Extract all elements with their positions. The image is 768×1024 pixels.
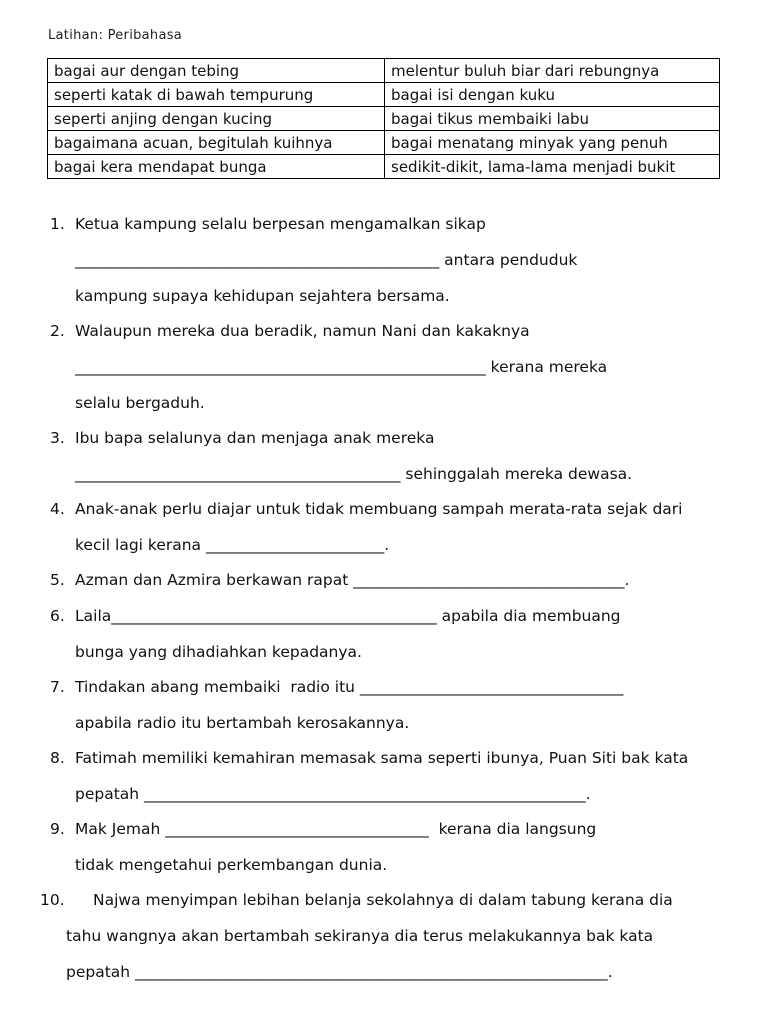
question-number: 5.: [50, 571, 65, 589]
table-cell: melentur buluh biar dari rebungnya: [385, 59, 720, 83]
question-text: Walaupun mereka dua beradik, namun Nani dan kakaknya: [75, 322, 530, 340]
question-text: Laila__________________________________________ apabila dia membuang: [75, 607, 621, 625]
question-text: Najwa menyimpan lebihan belanja sekolahnya di dalam tabung kerana dia: [93, 891, 673, 909]
question-text: Mak Jemah __________________________________ kerana dia langsung: [75, 820, 597, 838]
table-cell: bagai kera mendapat bunga: [48, 155, 385, 179]
question-text: selalu bergaduh.: [75, 394, 205, 412]
question-text: kampung supaya kehidupan sejahtera bersama.: [75, 287, 450, 305]
question-text: bunga yang dihadiahkan kepadanya.: [75, 643, 362, 661]
table-cell: bagai menatang minyak yang penuh: [385, 131, 720, 155]
table-cell: bagaimana acuan, begitulah kuihnya: [48, 131, 385, 155]
table-cell: seperti anjing dengan kucing: [48, 107, 385, 131]
question-text: Azman dan Azmira berkawan rapat ___________________________________.: [75, 571, 630, 589]
table-cell: seperti katak di bawah tempurung: [48, 83, 385, 107]
question-text: Anak-anak perlu diajar untuk tidak membuang sampah merata-rata sejak dari: [75, 500, 683, 518]
question-text: Ketua kampung selalu berpesan mengamalkan sikap: [75, 215, 486, 233]
table-cell: bagai tikus membaiki labu: [385, 107, 720, 131]
table-row: [48, 107, 720, 131]
table-cell: bagai aur dengan tebing: [48, 59, 385, 83]
question-text: tidak mengetahui perkembangan dunia.: [75, 856, 388, 874]
question-number: 1.: [50, 215, 65, 233]
question-text: _______________________________________________ antara penduduk: [75, 251, 578, 269]
question-number: 4.: [50, 500, 65, 518]
question-number: 6.: [50, 607, 65, 625]
question-text: apabila radio itu bertambah kerosakannya.: [75, 714, 410, 732]
proverb-table: [47, 58, 720, 179]
table-row: [48, 83, 720, 107]
question-text: Tindakan abang membaiki radio itu __________________________________: [75, 678, 624, 696]
question-text: pepatah _____________________________________________________________.: [66, 963, 613, 981]
question-text: tahu wangnya akan bertambah sekiranya dia terus melakukannya bak kata: [66, 927, 654, 945]
table-row: [48, 59, 720, 83]
question-text: pepatah _________________________________________________________.: [75, 785, 591, 803]
table-cell: sedikit-dikit, lama-lama menjadi bukit: [385, 155, 720, 179]
question-text: Fatimah memiliki kemahiran memasak sama seperti ibunya, Puan Siti bak kata: [75, 749, 689, 767]
page-title: Latihan: Peribahasa: [48, 28, 183, 43]
question-number: 9.: [50, 820, 65, 838]
table-cell: bagai isi dengan kuku: [385, 83, 720, 107]
question-number: 3.: [50, 429, 65, 447]
question-number: 8.: [50, 749, 65, 767]
question-text: Ibu bapa selalunya dan menjaga anak mereka: [75, 429, 435, 447]
table-row: [48, 131, 720, 155]
question-text: _____________________________________________________ kerana mereka: [75, 358, 608, 376]
question-number: 2.: [50, 322, 65, 340]
question-text: __________________________________________ sehinggalah mereka dewasa.: [75, 465, 633, 483]
question-text: kecil lagi kerana _______________________.: [75, 536, 390, 554]
question-number: 7.: [50, 678, 65, 696]
table-row: [48, 155, 720, 179]
question-number: 10.: [40, 891, 65, 909]
